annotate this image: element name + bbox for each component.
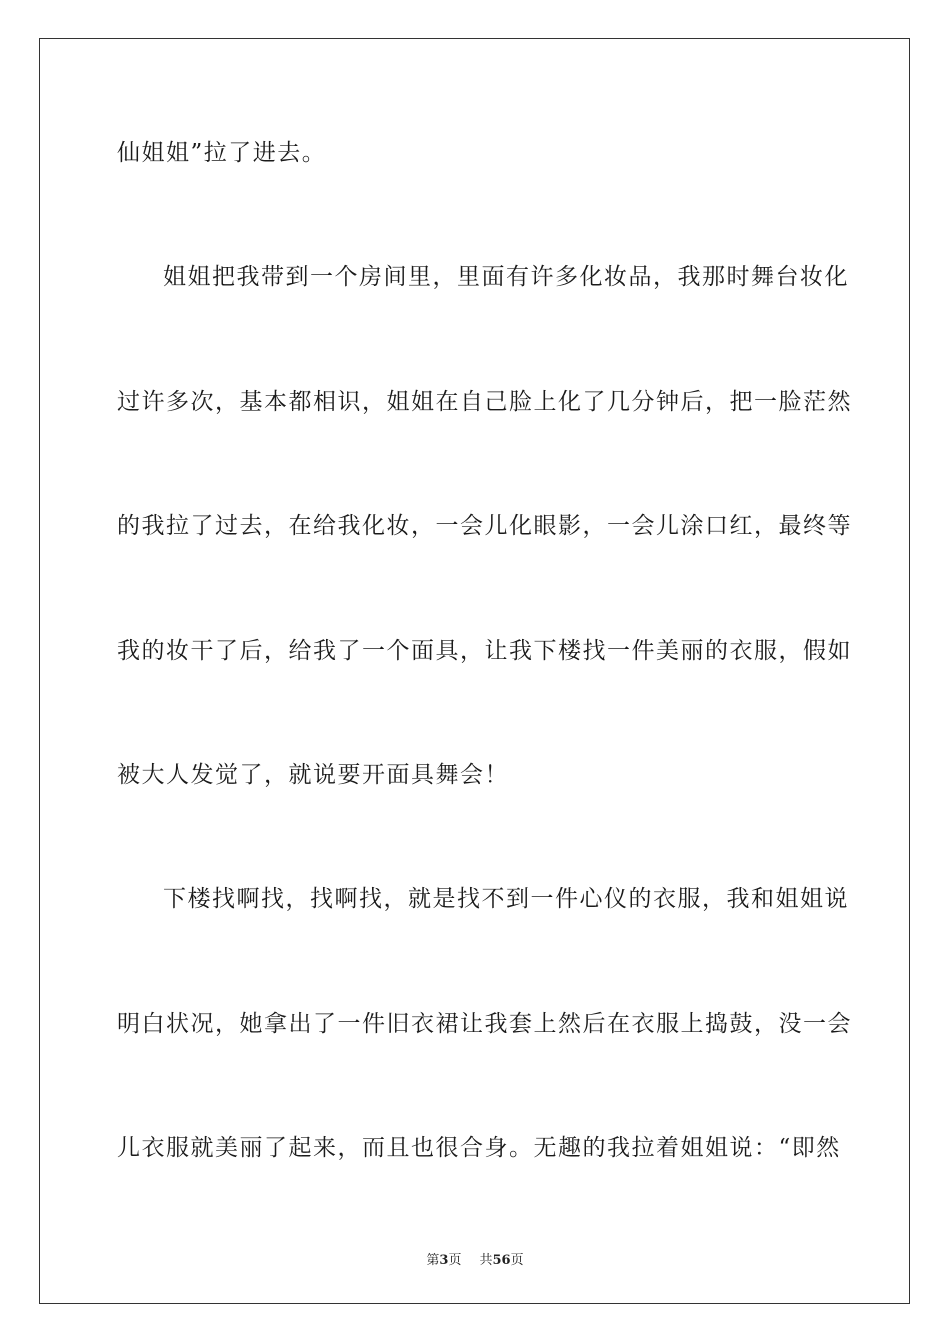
total-label-suffix: 页	[510, 1253, 524, 1268]
text-line-3: 过许多次，基本都相识，姐姐在自己脸上化了几分钟后，把一脸茫然	[117, 389, 852, 415]
page-border	[39, 38, 910, 1304]
text-line-1: 仙姐姐”拉了进去。	[117, 140, 327, 166]
text-line-9: 儿衣服就美丽了起来，而且也很合身。无趣的我拉着姐姐说：“即然	[117, 1135, 841, 1161]
total-label-prefix: 共	[479, 1253, 493, 1268]
text-line-4: 的我拉了过去，在给我化妆，一会儿化眼影，一会儿涂口红，最终等	[117, 513, 852, 539]
page-label-suffix: 页	[448, 1253, 462, 1268]
page-number: 3	[439, 1253, 449, 1268]
text-line-2: 姐姐把我带到一个房间里，里面有许多化妆品，我那时舞台妆化	[163, 264, 849, 290]
text-line-7: 下楼找啊找，找啊找，就是找不到一件心仪的衣服，我和姐姐说	[163, 886, 849, 912]
total-pages: 56	[492, 1253, 511, 1268]
text-line-6: 被大人发觉了，就说要开面具舞会！	[117, 762, 509, 788]
page-label-prefix: 第	[426, 1253, 440, 1268]
text-line-5: 我的妆干了后，给我了一个面具，让我下楼找一件美丽的衣服，假如	[117, 638, 852, 664]
text-line-8: 明白状况，她拿出了一件旧衣裙让我套上然后在衣服上捣鼓，没一会	[117, 1011, 852, 1037]
page-footer	[0, 1249, 950, 1268]
